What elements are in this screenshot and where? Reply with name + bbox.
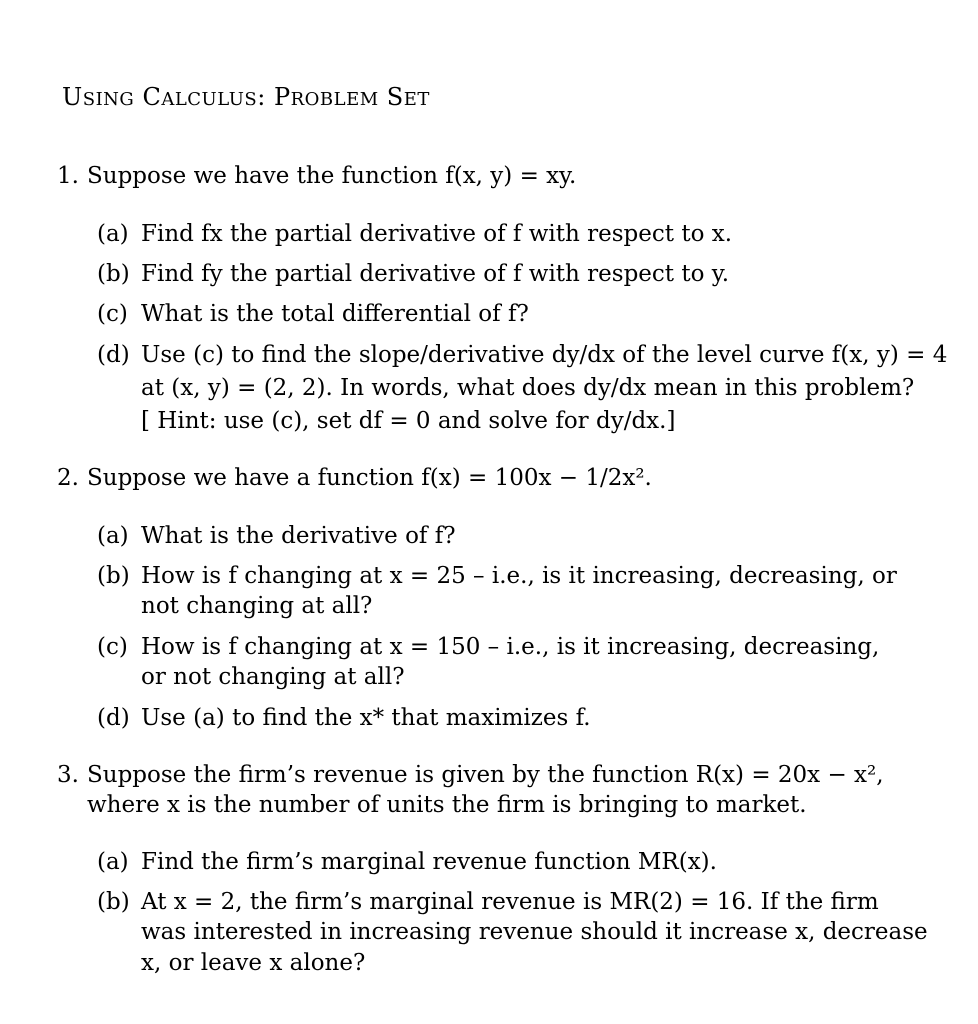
problem-2a-text: What is the derivative of f? (141, 523, 456, 549)
problem-1d-label: (d) (97, 342, 130, 368)
problem-3-number: 3. (57, 762, 79, 788)
problem-2b-label: (b) (97, 563, 130, 589)
problem-1-number: 1. (57, 163, 79, 189)
problem-1d-line1: Use (c) to find the slope/derivative dy/dx of the level curve f(x, y) = 4 (141, 342, 948, 368)
problem-3-line1: Suppose the firm’s revenue is given by the function R(x) = 20x − x², (87, 762, 884, 788)
problem-2d-text: Use (a) to find the x* that maximizes f. (141, 705, 591, 731)
problem-1b-label: (b) (97, 261, 130, 287)
page-title: USING CALCULUS: PROBLEM SET (62, 83, 430, 111)
problem-1d-line3: [ Hint: use (c), set df = 0 and solve for dy/dx.] (141, 408, 676, 434)
problem-1-text: Suppose we have the function f(x, y) = xy. (87, 163, 577, 189)
problem-3b-line3: x, or leave x alone? (141, 950, 366, 976)
problem-2c-line1: How is f changing at x = 150 – i.e., is it increasing, decreasing, (141, 634, 880, 660)
problem-2c-line2: or not changing at all? (141, 664, 405, 690)
problem-2a-label: (a) (97, 523, 129, 549)
problem-2c-label: (c) (97, 634, 128, 660)
problem-1a-label: (a) (97, 221, 129, 247)
problem-2-number: 2. (57, 465, 79, 491)
problem-2-text: Suppose we have a function f(x) = 100x − 1/2x². (87, 465, 652, 491)
problem-3-line2: where x is the number of units the firm is bringing to market. (87, 792, 807, 818)
problem-1c-label: (c) (97, 301, 128, 327)
problem-2b-line1: How is f changing at x = 25 – i.e., is it increasing, decreasing, or (141, 563, 897, 589)
problem-1d-line2: at (x, y) = (2, 2). In words, what does dy/dx mean in this problem? (141, 375, 915, 401)
problem-1a-text: Find fx the partial derivative of f with respect to x. (141, 221, 733, 247)
problem-3b-line2: was interested in increasing revenue should it increase x, decrease (141, 919, 928, 945)
problem-1c-text: What is the total differential of f? (141, 301, 529, 327)
problem-2d-label: (d) (97, 705, 130, 731)
problem-3a-label: (a) (97, 849, 129, 875)
problem-3b-line1: At x = 2, the firm’s marginal revenue is MR(2) = 16. If the firm (141, 889, 879, 915)
problem-2b-line2: not changing at all? (141, 593, 373, 619)
problem-1b-text: Find fy the partial derivative of f with respect to y. (141, 261, 730, 287)
problem-3a-text: Find the firm’s marginal revenue function MR(x). (141, 849, 717, 875)
problem-3b-label: (b) (97, 889, 130, 915)
